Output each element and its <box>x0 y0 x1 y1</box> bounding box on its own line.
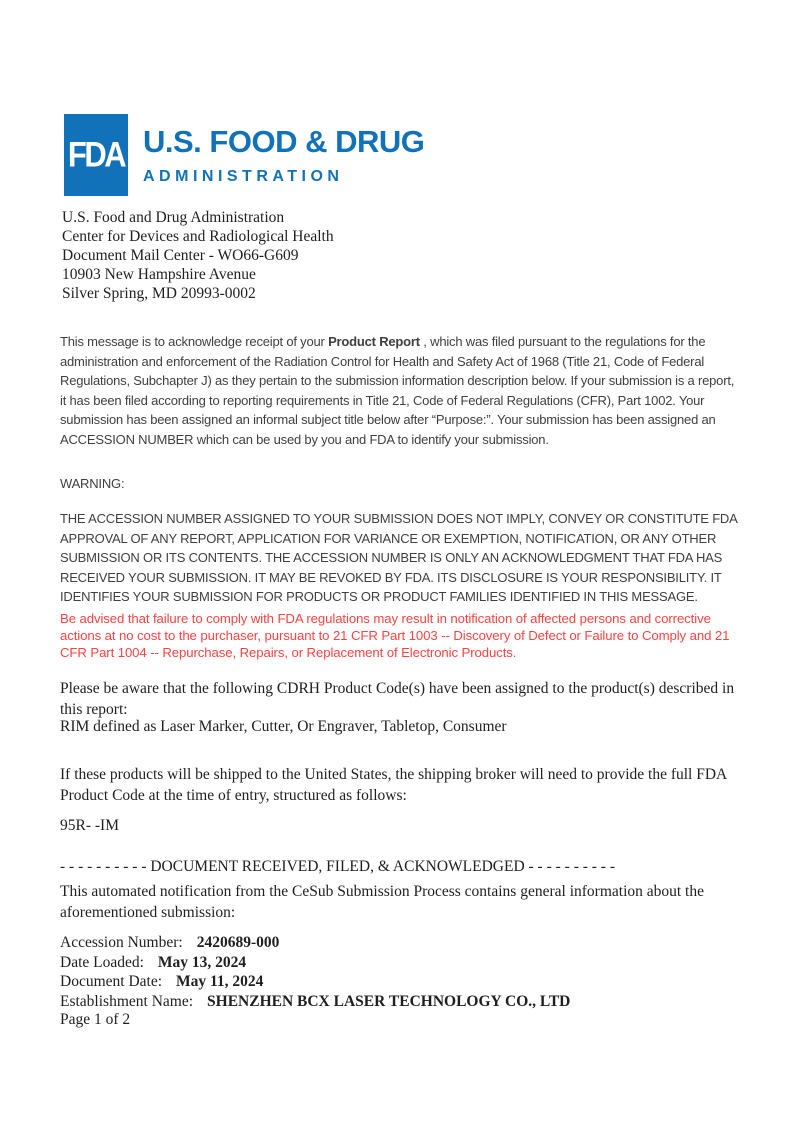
fda-logo-title: U.S. FOOD & DRUG <box>143 124 425 159</box>
advisory-paragraph: Be advised that failure to comply with FDA regulations may result in notification of affected persons and corrective actions at no cost to the purchaser, pursuant to 21 CFR Part 1003 -- Discovery of Defect or Failure to Comply and 21 CFR Part 1004 -- Repurchase, Repairs, or Replacement of Electronic Products. <box>60 611 730 660</box>
fda-logo-acronym: FDA <box>67 134 125 175</box>
field-label: Accession Number: <box>60 934 183 951</box>
fda-logo-text <box>143 114 424 196</box>
intro-text-after: , which was filed pursuant to the regulations for the administration and enforcement of the Radiation Control for Health and Safety Act of 1968 (Title 21, Code of Federal Regulations, Subchapter J) as they pertain to the submission information description below. If your submission is a report, it has been filed according to reporting requirements in Title 21, Code of Federal Regulations (CFR), Part 1002. Your submission has been assigned an informal subject title below after “Purpose:”. Your submission has been assigned an ACCESSION NUMBER which can be used by you and FDA to identify your submission. <box>60 334 735 447</box>
section-separator: - - - - - - - - - - DOCUMENT RECEIVED, FILED, & ACKNOWLEDGED - - - - - - - - - - <box>60 858 616 875</box>
address-line: 10903 New Hampshire Avenue <box>62 266 256 283</box>
field-value: May 11, 2024 <box>176 973 264 991</box>
fda-logo-subtitle: ADMINISTRATION <box>143 168 344 185</box>
product-code-line: RIM defined as Laser Marker, Cutter, Or Engraver, Tabletop, Consumer <box>60 718 507 735</box>
sender-address <box>62 208 334 303</box>
field-row-accession-number <box>60 933 570 953</box>
fda-logo-icon <box>64 114 128 196</box>
field-value: May 13, 2024 <box>157 953 247 971</box>
product-codes-intro: Please be aware that the following CDRH Product Code(s) have been assigned to the product(s) described in this report: <box>60 680 735 718</box>
address-line: Document Mail Center - WO66-G609 <box>62 247 299 264</box>
address-line: Silver Spring, MD 20993-0002 <box>62 285 256 302</box>
field-value: 2420689-000 <box>196 934 280 951</box>
page-indicator: Page 1 of 2 <box>60 1011 131 1028</box>
fda-logo <box>64 114 424 196</box>
intro-bold-product-report: Product Report <box>328 334 420 349</box>
shipping-note: If these products will be shipped to the United States, the shipping broker will need to provide the full FDA Product Code at the time of entry, structured as follows: <box>60 766 727 804</box>
intro-text-before: This message is to acknowledge receipt of your <box>60 334 329 349</box>
address-line: U.S. Food and Drug Administration <box>62 209 285 226</box>
submission-fields <box>60 933 570 1012</box>
field-value: SHENZHEN BCX LASER TECHNOLOGY CO., LTD <box>207 993 571 1011</box>
product-code-format: 95R- -IM <box>60 817 119 834</box>
field-label: Establishment Name: <box>60 993 194 1011</box>
field-row-date-loaded <box>60 953 570 973</box>
field-label: Date Loaded: <box>60 953 144 971</box>
warning-paragraph: THE ACCESSION NUMBER ASSIGNED TO YOUR SUBMISSION DOES NOT IMPLY, CONVEY OR CONSTITUTE FDA APPROVAL OF ANY REPORT, APPLICATION FOR VARIANCE OR EXEMPTION, NOTIFICATION, OR ANY OTHER SUBMISSION OR ITS CONTENTS. THE ACCESSION NUMBER IS ONLY AN ACKNOWLEDGMENT THAT FDA HAS RECEIVED YOUR SUBMISSION. IT MAY BE REVOKED BY FDA. ITS DISCLOSURE IS YOUR RESPONSIBILITY. IT IDENTIFIES YOUR SUBMISSION FOR PRODUCTS OR PRODUCT FAMILIES IDENTIFIED IN THIS MESSAGE. <box>60 511 737 604</box>
intro-paragraph <box>60 332 742 449</box>
automated-note: This automated notification from the CeSub Submission Process contains general information about the aforementioned submission: <box>60 883 704 921</box>
field-label: Document Date: <box>60 973 163 991</box>
field-row-establishment-name <box>60 992 570 1012</box>
address-line: Center for Devices and Radiological Health <box>62 228 334 245</box>
field-row-document-date <box>60 972 570 992</box>
warning-label: WARNING: <box>60 476 125 491</box>
